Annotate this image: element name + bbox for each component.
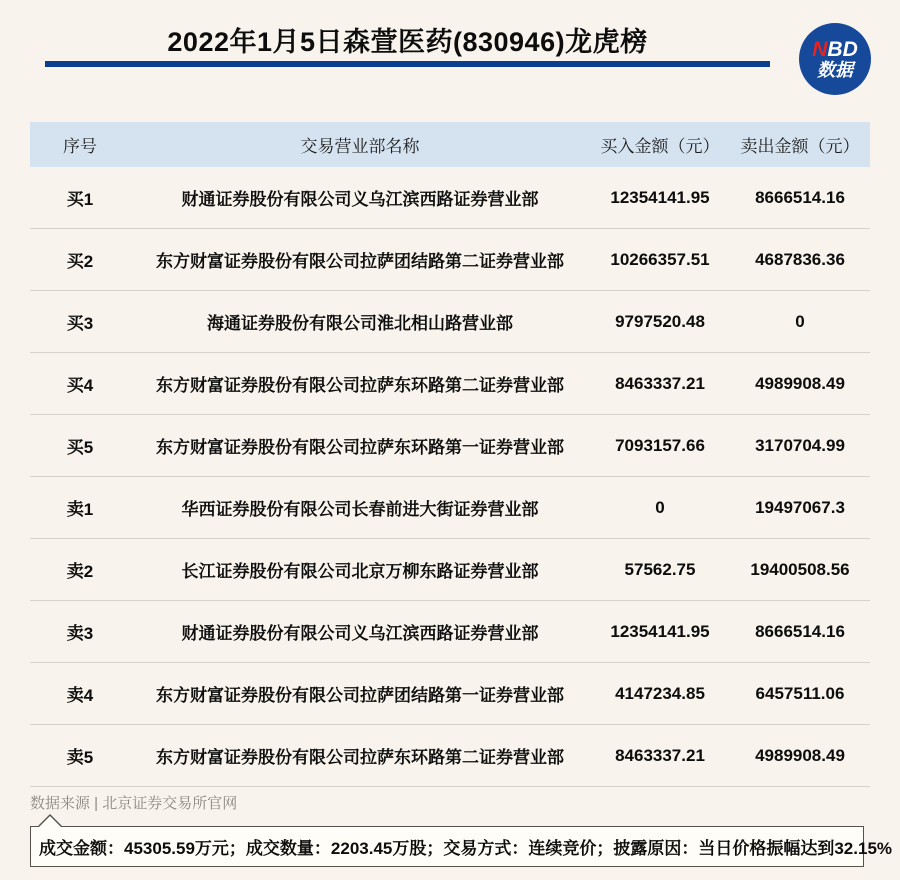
data-source-text: 数据来源 | 北京证券交易所官网 [30, 795, 238, 812]
cell-seq: 买5 [66, 438, 94, 457]
table-row [30, 291, 870, 353]
cell-name: 长江证券股份有限公司北京万柳东路证券营业部 [181, 562, 539, 581]
title-underline [45, 61, 770, 67]
cell-sell: 19400508.56 [750, 559, 850, 579]
cell-seq: 卖1 [66, 500, 94, 519]
cell-name: 东方财富证券股份有限公司拉萨团结路第一证券营业部 [156, 686, 564, 705]
table-row [30, 415, 870, 477]
cell-sell: 6457511.06 [755, 683, 845, 703]
cell-name: 东方财富证券股份有限公司拉萨东环路第一证券营业部 [156, 438, 564, 457]
table-header-row [30, 122, 870, 167]
cell-seq: 买1 [66, 190, 94, 209]
cell-buy: 0 [655, 497, 665, 517]
cell-sell: 8666514.16 [755, 621, 845, 641]
cell-sell: 3170704.99 [755, 435, 845, 455]
nbd-logo-shuju: 数据 [817, 59, 853, 80]
table-row [30, 725, 870, 787]
cell-seq: 卖2 [66, 562, 94, 581]
table-row [30, 663, 870, 725]
nbd-logo-bd: BD [827, 37, 858, 61]
cell-buy: 8463337.21 [615, 745, 705, 765]
table-row [30, 353, 870, 415]
cell-seq: 卖4 [66, 686, 94, 705]
cell-sell: 4989908.49 [755, 373, 845, 393]
table-row [30, 539, 870, 601]
cell-sell: 4989908.49 [755, 745, 845, 765]
cell-buy: 12354141.95 [610, 621, 710, 641]
cell-name: 华西证券股份有限公司长春前进大街证券营业部 [181, 500, 539, 519]
cell-name: 财通证券股份有限公司义乌江滨西路证券营业部 [181, 624, 539, 643]
nbd-data-logo [799, 23, 871, 95]
cell-name: 东方财富证券股份有限公司拉萨团结路第二证券营业部 [156, 252, 564, 271]
cell-buy: 10266357.51 [610, 249, 710, 269]
cell-seq: 买4 [66, 376, 94, 395]
cell-sell: 4687836.36 [755, 249, 845, 269]
cell-sell: 0 [795, 311, 805, 331]
cell-name: 财通证券股份有限公司义乌江滨西路证券营业部 [181, 190, 539, 209]
cell-name: 东方财富证券股份有限公司拉萨东环路第二证券营业部 [156, 748, 564, 767]
cell-buy: 57562.75 [624, 559, 696, 579]
trade-summary-text: 成交金额：45305.59万元；成交数量：2203.45万股；交易方式：连续竞价；披露原因：当日价格振幅达到32.15% [39, 839, 893, 858]
cell-seq: 卖5 [66, 748, 94, 767]
table-row [30, 601, 870, 663]
cell-seq: 卖3 [66, 624, 94, 643]
col-header-sell: 卖出金额（元） [740, 137, 860, 156]
cell-name: 海通证券股份有限公司淮北相山路营业部 [207, 314, 513, 333]
cell-name: 东方财富证券股份有限公司拉萨东环路第二证券营业部 [156, 376, 564, 395]
lhb-table [30, 122, 870, 787]
cell-sell: 19497067.3 [755, 497, 845, 517]
cell-buy: 12354141.95 [610, 187, 710, 207]
tooltip-caret-fill [39, 816, 61, 827]
cell-seq: 买2 [66, 252, 94, 271]
cell-buy: 9797520.48 [615, 311, 705, 331]
trade-summary-box [30, 826, 893, 867]
table-row [30, 477, 870, 539]
table-row [30, 229, 870, 291]
nbd-logo-text [812, 39, 858, 61]
cell-buy: 4147234.85 [615, 683, 705, 703]
col-header-seq: 序号 [63, 137, 97, 156]
col-header-name: 交易营业部名称 [300, 137, 420, 156]
nbd-logo-n: N [812, 37, 828, 61]
cell-buy: 7093157.66 [615, 435, 705, 455]
cell-sell: 8666514.16 [755, 187, 845, 207]
cell-buy: 8463337.21 [615, 373, 705, 393]
table-row [30, 167, 870, 229]
cell-seq: 买3 [66, 314, 94, 333]
col-header-buy: 买入金额（元） [600, 137, 720, 156]
page-title: 2022年1月5日森萱医药(830946)龙虎榜 [167, 27, 648, 57]
